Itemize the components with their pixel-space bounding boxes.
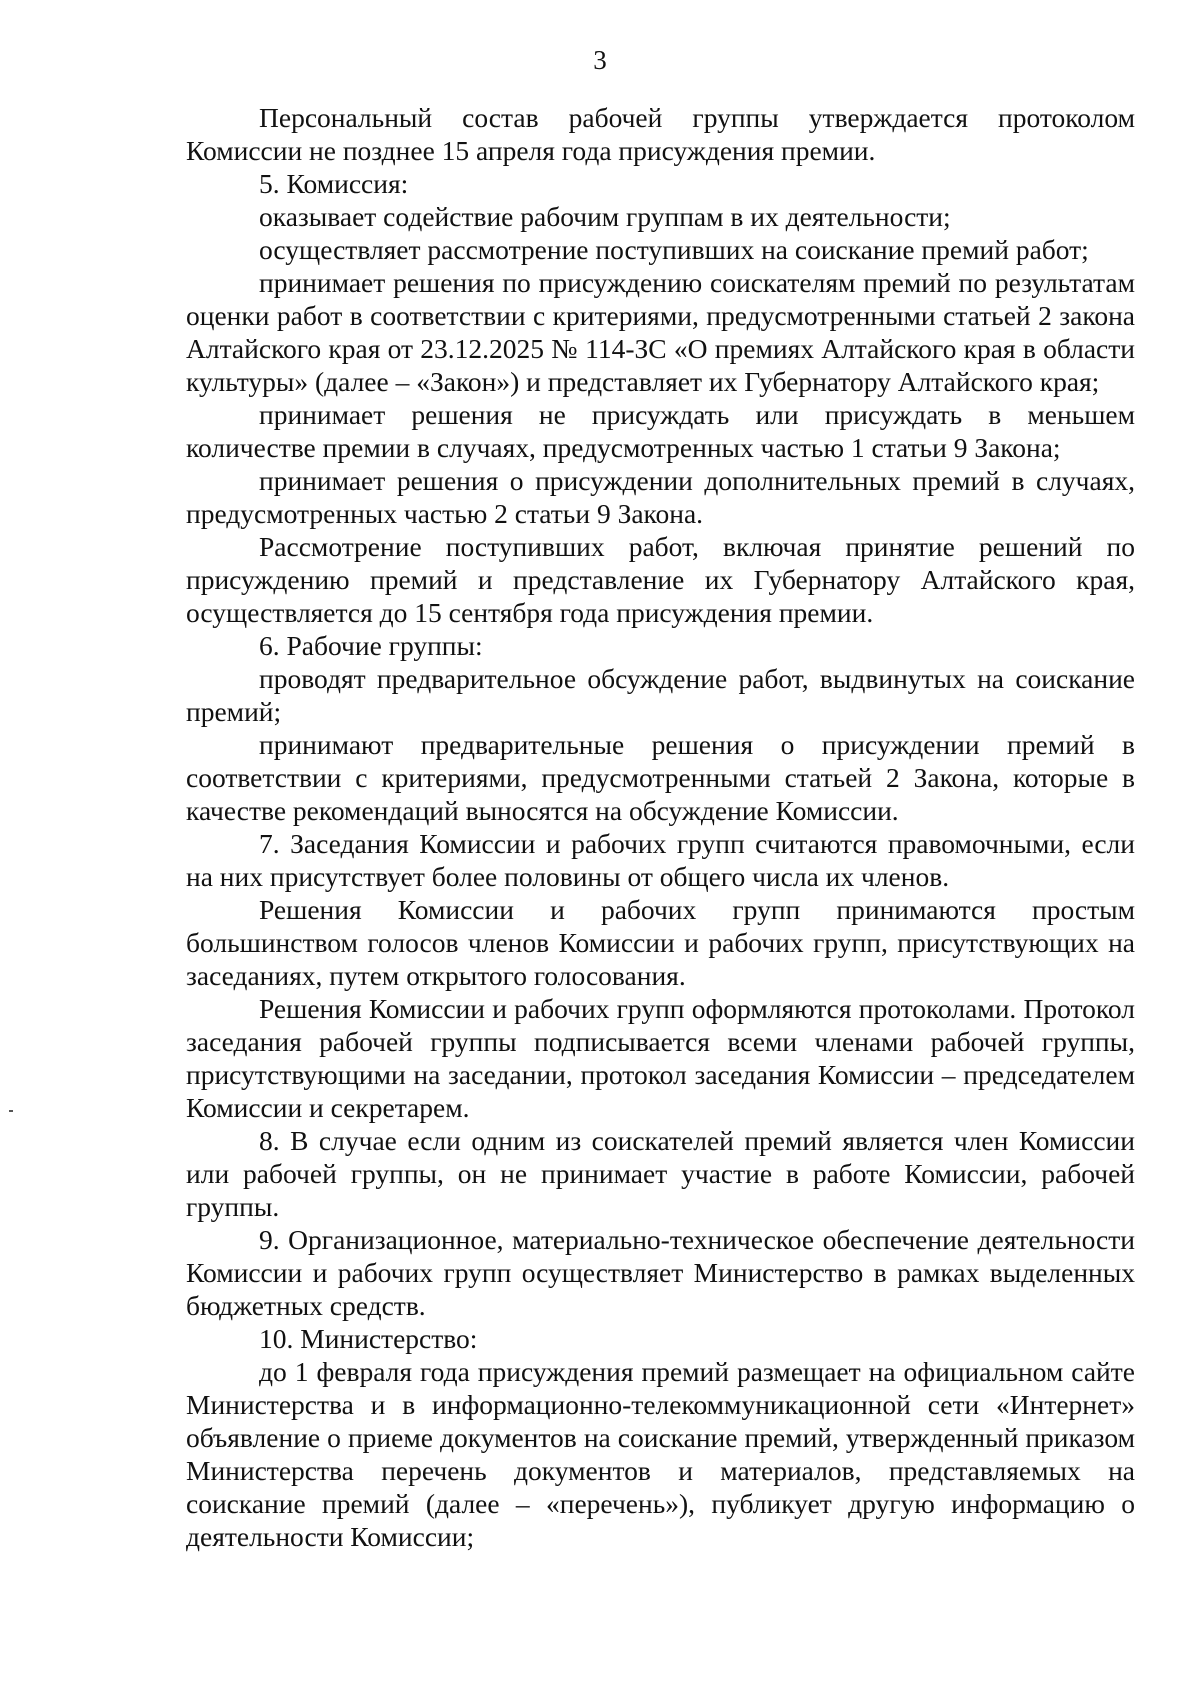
paragraph-review-deadline: Рассмотрение поступивших работ, включая принятие решений по присуждению премий и представление их Губернатору Алтайского края, осуществляется до 15 сентября года присуждения премии. [186, 531, 1135, 628]
paragraph-7-quorum: 7. Заседания Комиссии и рабочих групп считаются правомочными, если на них присутствует более половины от общего числа их членов. [186, 828, 1135, 892]
paragraph-8-conflict-of-interest: 8. В случае если одним из соискателей премий является член Комиссии или рабочей группы, он не принимает участие в работе Комиссии, рабочей группы. [186, 1125, 1135, 1222]
paragraph-10-ministry-heading: 10. Министерство: [259, 1323, 478, 1354]
paragraph-commission-assists: оказывает содействие рабочим группам в их деятельности; [259, 201, 951, 232]
scan-speck [9, 1110, 13, 1112]
paragraph-commission-not-award: принимает решения не присуждать или присуждать в меньшем количестве премии в случаях, предусмотренных частью 1 статьи 9 Закона; [186, 399, 1135, 463]
paragraph-groups-preliminary-decisions: принимают предварительные решения о присуждении премий в соответствии с критериями, предусмотренными статьей 2 Закона, которые в качестве рекомендаций выносятся на обсуждение Комиссии. [186, 729, 1135, 826]
paragraph-9-support-by-ministry: 9. Организационное, материально-техническое обеспечение деятельности Комиссии и рабочих групп осуществляет Министерство в рамках выделенных бюджетных средств. [186, 1224, 1135, 1321]
paragraph-decisions-majority: Решения Комиссии и рабочих групп принимаются простым большинством голосов членов Комиссии и рабочих групп, присутствующих на заседаниях, путем открытого голосования. [186, 894, 1135, 991]
paragraph-ministry-announcement: до 1 февраля года присуждения премий размещает на официальном сайте Министерства и в информационно-телекоммуникационной сети «Интернет» объявление о приеме документов на соискание премий, утвержденный приказом Министерства перечень документов и материалов, представляемых на соискание премий (далее – «перечень»), публикует другую информацию о деятельности Комиссии; [186, 1356, 1135, 1552]
paragraph-working-group-composition: Персональный состав рабочей группы утверждается протоколом Комиссии не позднее 15 апреля года присуждения премии. [186, 102, 1135, 166]
page-number: 3 [593, 45, 607, 75]
paragraph-commission-reviews: осуществляет рассмотрение поступивших на соискание премий работ; [259, 234, 1089, 265]
paragraph-commission-additional-awards: принимает решения о присуждении дополнительных премий в случаях, предусмотренных частью 2 статьи 9 Закона. [186, 465, 1135, 529]
document-body [186, 101, 1135, 1553]
paragraph-6-working-groups-heading: 6. Рабочие группы: [259, 630, 483, 661]
paragraph-groups-discuss: проводят предварительное обсуждение работ, выдвинутых на соискание премий; [186, 663, 1135, 727]
paragraph-commission-decides-awards: принимает решения по присуждению соискателям премий по результатам оценки работ в соответствии с критериями, предусмотренными статьей 2 закона Алтайского края от 23.12.2025 № 114-ЗС «О премиях Алтайского края в области культуры» (далее – «Закон») и представляет их Губернатору Алтайского края; [186, 267, 1135, 397]
paragraph-5-commission-heading: 5. Комиссия: [259, 168, 409, 199]
paragraph-decisions-protocols: Решения Комиссии и рабочих групп оформляются протоколами. Протокол заседания рабочей группы подписывается всеми членами рабочей группы, присутствующими на заседании, протокол заседания Комиссии – председателем Комиссии и секретарем. [186, 993, 1135, 1123]
